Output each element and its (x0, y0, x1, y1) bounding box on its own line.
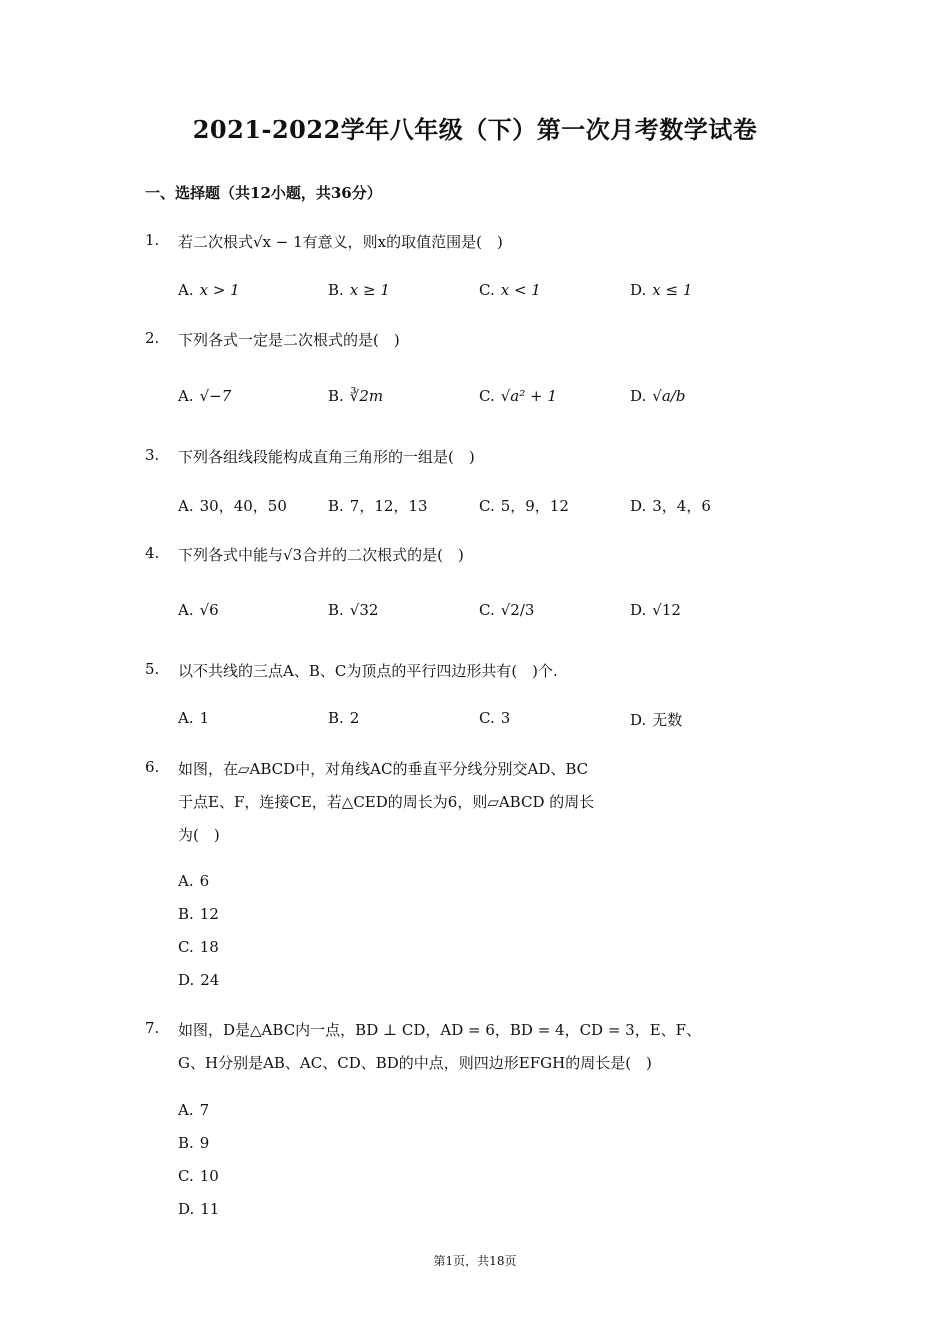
option-b: B. √32 (328, 601, 379, 619)
question-text: 下列各式一定是二次根式的是( ) (178, 331, 400, 349)
option-a: A. x > 1 (178, 281, 240, 299)
question-text-line: G、H分别是AB、AC、CD、BD的中点，则四边形EFGH的周长是( ) (178, 1054, 652, 1072)
question-text: 下列各式中能与√3合并的二次根式的是( ) (178, 546, 464, 564)
question-number: 7. (145, 1019, 160, 1037)
option-b: B. 9 (178, 1134, 210, 1152)
option-d: D. 11 (178, 1200, 220, 1218)
question-text-line: 于点E、F，连接CE，若△CED的周长为6，则▱ABCD 的周长 (178, 793, 595, 811)
question-number: 2. (145, 329, 160, 347)
option-c: C. 3 (479, 709, 511, 727)
option-d: D. 24 (178, 971, 220, 989)
question-text: 下列各组线段能构成直角三角形的一组是( ) (178, 448, 475, 466)
option-b: B. x ≥ 1 (328, 281, 390, 299)
section-heading: 一、选择题（共12小题，共36分） (145, 184, 382, 202)
option-a: A. 1 (178, 709, 210, 727)
option-c: C. 10 (178, 1167, 219, 1185)
question-number: 5. (145, 660, 160, 678)
option-c: C. x < 1 (479, 281, 541, 299)
option-a: A. 7 (178, 1101, 210, 1119)
option-c: C. √2/3 (479, 601, 535, 619)
option-d: D. 3，4，6 (630, 497, 711, 515)
option-d: D. 无数 (630, 711, 683, 729)
question-number: 3. (145, 446, 160, 464)
option-b: B. 12 (178, 905, 219, 923)
option-d: D. √12 (630, 601, 681, 619)
question-text-line: 为( ) (178, 826, 220, 844)
option-c: C. √a² + 1 (479, 387, 557, 405)
option-a: A. √6 (178, 601, 219, 619)
page-footer: 第1页，共18页 (433, 1254, 517, 1268)
option-a: A. 6 (178, 872, 210, 890)
question-number: 6. (145, 758, 160, 776)
question-text-line: 如图，在▱ABCD中，对角线AC的垂直平分线分别交AD、BC (178, 760, 589, 778)
question-number: 1. (145, 231, 160, 249)
question-number: 4. (145, 544, 160, 562)
option-c: C. 18 (178, 938, 219, 956)
option-b: B. 7，12，13 (328, 497, 428, 515)
option-a: A. 30，40，50 (178, 497, 287, 515)
question-text: 以不共线的三点A、B、C为顶点的平行四边形共有( )个. (178, 662, 558, 680)
option-b: B. 2 (328, 709, 360, 727)
option-a: A. √−7 (178, 387, 232, 405)
page-title: 2021-2022学年八年级（下）第一次月考数学试卷 (192, 115, 758, 144)
option-d: D. x ≤ 1 (630, 281, 693, 299)
option-c: C. 5，9，12 (479, 497, 569, 515)
question-text: 若二次根式√x − 1有意义，则x的取值范围是( ) (178, 233, 503, 251)
question-text-line: 如图，D是△ABC内一点，BD ⊥ CD，AD = 6，BD = 4，CD = 3，E、F、 (178, 1021, 702, 1039)
option-d: D. √a/b (630, 387, 686, 405)
option-b: B. ∛2m (328, 387, 384, 405)
